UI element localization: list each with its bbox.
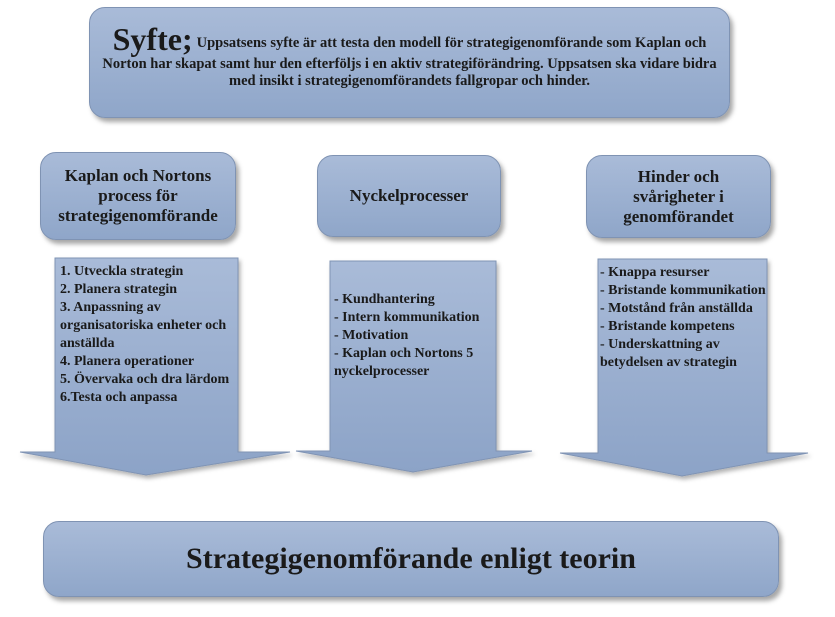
result-text: Strategigenomförande enligt teorin	[186, 542, 636, 575]
list-item: - Knappa resurser	[600, 265, 710, 280]
list-item: - Intern kommunikation	[334, 310, 480, 325]
obstacles-list	[600, 264, 768, 372]
list-item: 2. Planera strategin	[60, 282, 178, 297]
list-item: 4. Planera operationer	[60, 354, 195, 369]
column-title: Nyckelprocesser	[349, 186, 469, 205]
list-item: - Motstånd från anställda	[600, 301, 753, 316]
purpose-text: Uppsatsens syfte är att testa den modell för strategigenomförande som Kaplan och Norton har skapat samt hur den efterföljs i en aktiv strategiförändring. Uppsatsen ska vidare bidra med insikt i strategigenomförandets fallgropar och hinder.	[102, 35, 717, 89]
list-item: 3. Anpassning av organisatoriska enheter och anställda	[60, 300, 227, 351]
purpose-heading: Syfte;	[112, 21, 193, 57]
kaplan-norton-steps-list	[60, 263, 230, 407]
list-item: 6.Testa och anpassa	[60, 390, 178, 405]
list-item: 5. Övervaka och dra lärdom	[60, 372, 230, 387]
result-box	[43, 521, 779, 597]
list-item: - Bristande kommunikation	[600, 283, 766, 298]
column-title: Hinder och svårigheter i genomförandet	[623, 166, 734, 226]
list-item: - Kaplan och Nortons 5 nyckelprocesser	[334, 346, 474, 379]
list-item: - Motivation	[334, 328, 409, 343]
column-title: Kaplan och Nortons process för strategigenomförande	[58, 166, 218, 225]
list-item: - Underskattning av betydelsen av strategin	[600, 337, 737, 370]
list-item: 1. Utveckla strategin	[60, 264, 184, 279]
list-item: - Kundhantering	[334, 292, 435, 307]
key-processes-list	[334, 291, 494, 381]
list-item: - Bristande kompetens	[600, 319, 735, 334]
